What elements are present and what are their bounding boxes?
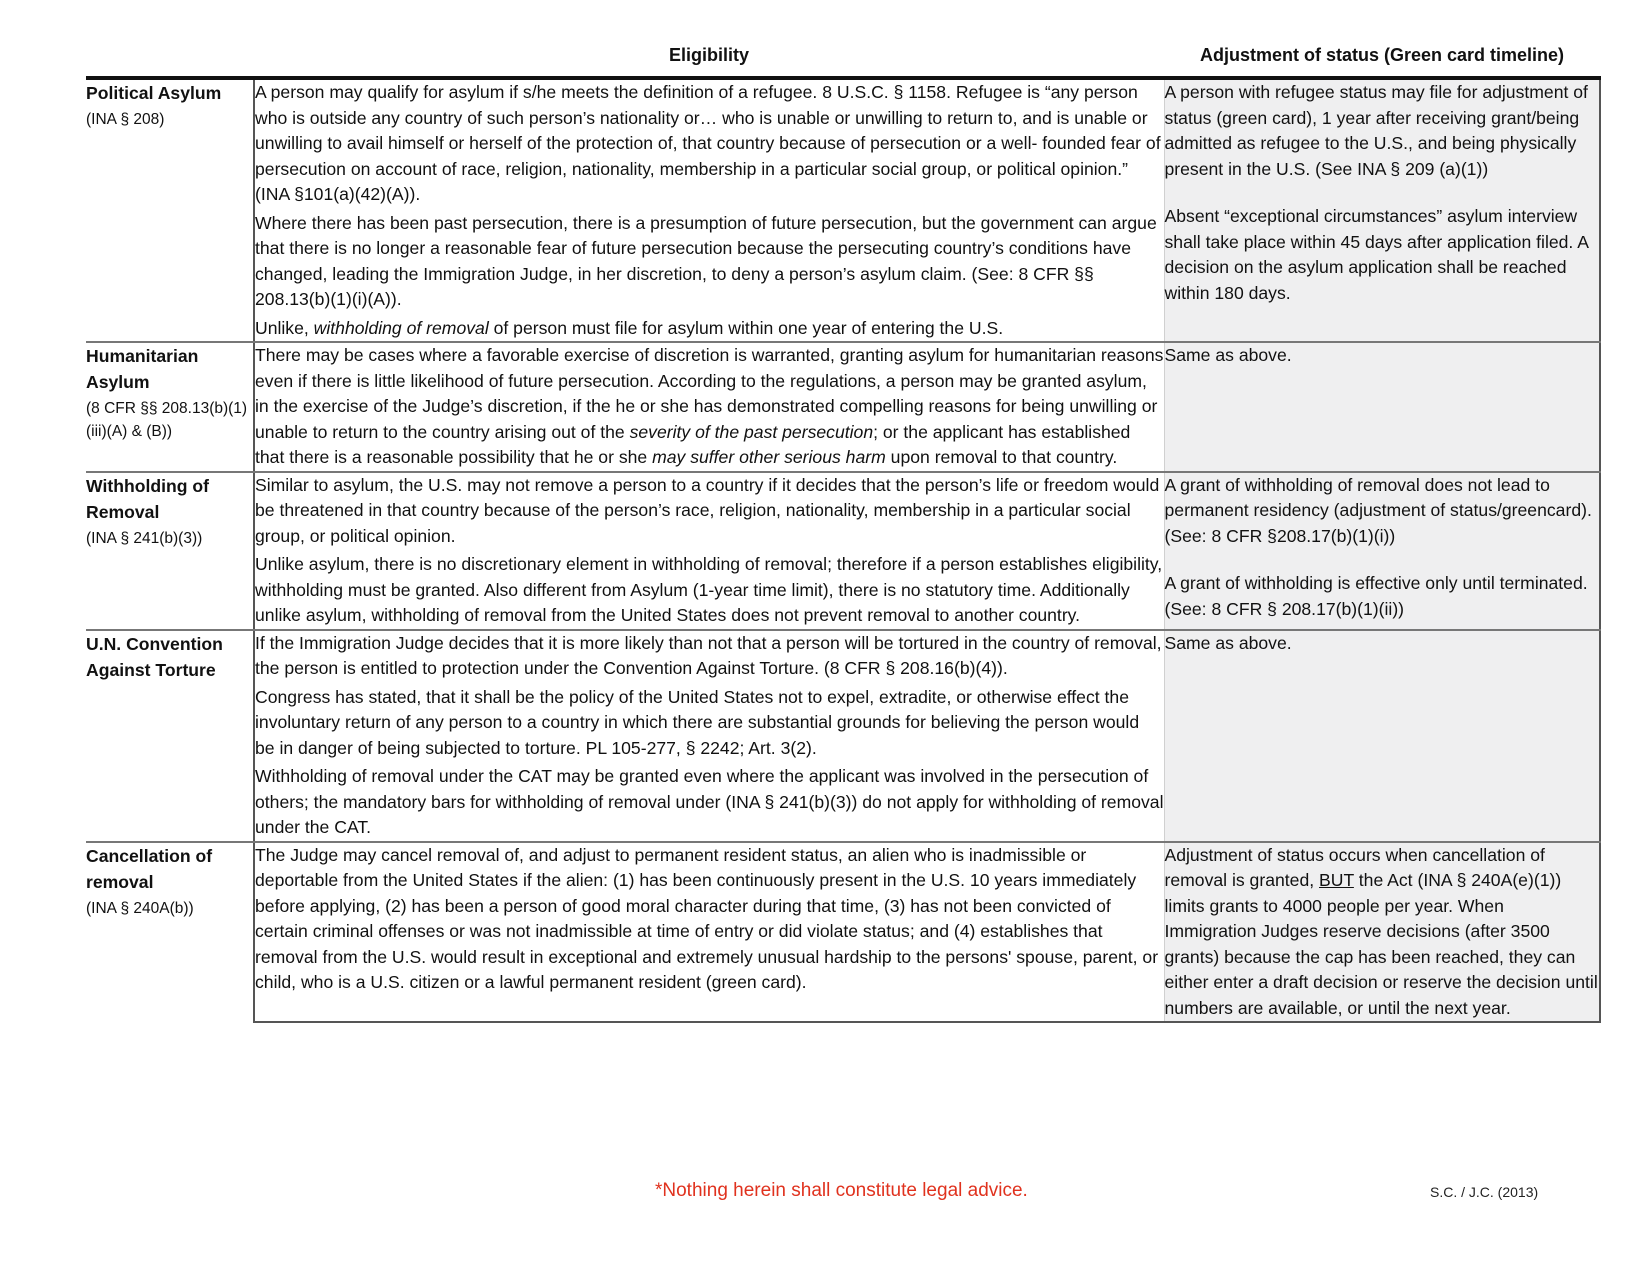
eligibility-paragraph <box>255 316 1164 342</box>
row-header <box>86 630 254 842</box>
adjustment-paragraph: A person with refugee status may file for adjustment of status (green card), 1 year after receiving grant/being admitted as refugee to the U.S., and being physically present in the U.S. (See INA § 209 (a)(1)) <box>1164 82 1588 179</box>
text-run: Adjustment of status occurs when cancellation of removal is granted, <box>1164 844 1545 890</box>
eligibility-paragraph: If the Immigration Judge decides that it is more likely than not that a person will be tortured in the country of removal, the person is entitled to protection under the Convention Against Torture. (8 CFR § 208.16(b)(4)). <box>255 632 1162 678</box>
eligibility-paragraph: Withholding of removal under the CAT may be granted even where the applicant was involved in the persecution of others; the mandatory bars for withholding of removal under (INA § 241(b)(3)) do not apply for withholding of removal under the CAT. <box>255 766 1164 837</box>
row-title: Cancellation of removal <box>86 845 213 892</box>
eligibility-cell <box>254 78 1164 342</box>
text-run: ; or the applicant has established that there is a reasonable possibility that he or she <box>255 421 1131 467</box>
text-run: There may be cases where a favorable exercise of discretion is warranted, granting asylum for humanitarian reasons even if there is little likelihood of future persecution. According to the regulations, a person may be granted asylum, in the exercise of the Judge’s discretion, if the he or she has demonstrated compelling reasons for being unwilling or unable to return to the country arising out of the <box>255 345 1164 442</box>
eligibility-paragraph: Unlike asylum, there is no discretionary element in withholding of removal; therefore if a person establishes eligibility, withholding must be granted. Also different from Asylum (1-year time limit), there is no statutory time. Additionally unlike asylum, withholding of removal from the United States does not prevent removal to another country. <box>255 554 1163 625</box>
adjustment-paragraph <box>1165 843 1600 1022</box>
eligibility-paragraph <box>255 343 1164 471</box>
eligibility-paragraph: The Judge may cancel removal of, and adjust to permanent resident status, an alien who is inadmissible or deportable from the United States if the alien: (1) has been continuously present in the U.S. 10 years immediately before applying, (2) has been a person of good moral character during that time, (3) has not been convicted of certain criminal offenses or was not inadmissible at time of entry or did violate status; and (4) establishes that removal from the U.S. would result in exceptional and extremely unusual hardship to the persons' spouse, parent, or child, who is a U.S. citizen or a lawful permanent resident (green card). <box>255 844 1159 992</box>
table-row-convention-against-torture <box>86 630 1600 842</box>
immigration-relief-table <box>86 76 1601 1023</box>
row-header <box>86 472 254 630</box>
legal-disclaimer: *Nothing herein shall constitute legal advice. <box>655 1180 1028 1201</box>
column-header-adjustment: Adjustment of status (Green card timeline) <box>1199 45 1565 65</box>
eligibility-paragraph: Similar to asylum, the U.S. may not remove a person to a country if it decides that the person’s life or freedom would be threatened in that country because of the person’s race, religion, nationality, membership in a particular social group, or political opinion. <box>255 474 1160 546</box>
row-citation: (INA § 240A(b)) <box>86 899 194 917</box>
row-header <box>86 842 254 1023</box>
underlined-text: BUT <box>1319 870 1354 890</box>
table-row-political-asylum <box>86 78 1600 342</box>
eligibility-paragraph: Congress has stated, that it shall be the policy of the United States not to expel, extradite, or otherwise effect the involuntary return of any person to a country in which there are substantial grounds for believing the person would be in danger of being subjected to torture. PL 105-277, § 2242; Art. 3(2). <box>255 686 1140 758</box>
adjustment-paragraph: Same as above. <box>1164 632 1292 653</box>
row-title: Withholding of Removal <box>86 475 209 522</box>
emphasis-text: severity of the past persecution <box>629 421 874 442</box>
adjustment-paragraph: A grant of withholding of removal does not lead to permanent residency (adjustment of status/greencard). (See: 8 CFR §208.17(b)(1)(i)) <box>1164 474 1592 546</box>
text-run: of person must file for asylum within one year of entering the U.S. <box>488 317 1004 338</box>
text-run: Unlike, <box>255 317 314 338</box>
row-header <box>86 78 254 342</box>
adjustment-cell <box>1164 630 1600 842</box>
adjustment-cell <box>1164 472 1600 630</box>
emphasis-text: withholding of removal <box>313 317 489 338</box>
text-run: upon removal to that country. <box>885 447 1118 467</box>
eligibility-cell <box>254 842 1164 1023</box>
eligibility-paragraph: A person may qualify for asylum if s/he meets the definition of a refugee. 8 U.S.C. § 1158. Refugee is “any person who is outside any country of such person’s nationality or… who is unable or unwilling to return to, and is unable or unwilling to avail himself or herself of the protection of, that country because of persecution or a well- founded fear of persecution on account of race, religion, nationality, membership in a particular social group, or political opinion.” (INA §101(a)(42)(A)). <box>255 82 1161 204</box>
table-row-humanitarian-asylum <box>86 342 1600 472</box>
row-header <box>86 342 254 472</box>
row-citation: (INA § 241(b)(3)) <box>86 529 203 547</box>
row-citation: (INA § 208) <box>86 111 165 128</box>
author-credit: S.C. / J.C. (2013) <box>1430 1184 1539 1200</box>
adjustment-cell <box>1164 342 1600 472</box>
text-run: the Act (INA § 240A(e)(1)) limits grants to 4000 people per year. When Immigration Judges reserve decisions (after 3500 grants) because the cap has been reached, they can either enter a draft decision or reserve the decision until numbers are available, or until the next year. <box>1164 870 1598 1018</box>
eligibility-cell <box>254 630 1164 842</box>
row-title: U.N. Convention Against Torture <box>86 633 223 680</box>
adjustment-cell <box>1164 78 1600 342</box>
adjustment-cell <box>1164 842 1600 1023</box>
eligibility-cell <box>254 342 1164 472</box>
row-title: Political Asylum <box>86 83 222 103</box>
eligibility-cell <box>254 472 1164 630</box>
column-header-eligibility: Eligibility <box>668 45 749 65</box>
adjustment-paragraph: Absent “exceptional circumstances” asylum interview shall take place within 45 days after application filed. A decision on the asylum application shall be reached within 180 days. <box>1164 206 1588 303</box>
eligibility-paragraph: Where there has been past persecution, there is a presumption of future persecution, but the government can argue that there is no longer a reasonable fear of future persecution because the persecuting country’s conditions have changed, leading the Immigration Judge, in her discretion, to deny a person’s asylum claim. (See: 8 CFR §§ 208.13(b)(1)(i)(A)). <box>255 212 1157 309</box>
row-title: Humanitarian Asylum <box>86 346 199 392</box>
adjustment-paragraph: A grant of withholding is effective only until terminated. (See: 8 CFR § 208.17(b)(1)(ii)) <box>1164 573 1588 619</box>
emphasis-text: may suffer other serious harm <box>652 447 886 467</box>
row-citation: (8 CFR §§ 208.13(b)(1)(iii)(A) & (B)) <box>86 400 248 440</box>
adjustment-paragraph: Same as above. <box>1164 345 1292 365</box>
table-row-cancellation-of-removal <box>86 842 1600 1023</box>
table-row-withholding-of-removal <box>86 472 1600 630</box>
